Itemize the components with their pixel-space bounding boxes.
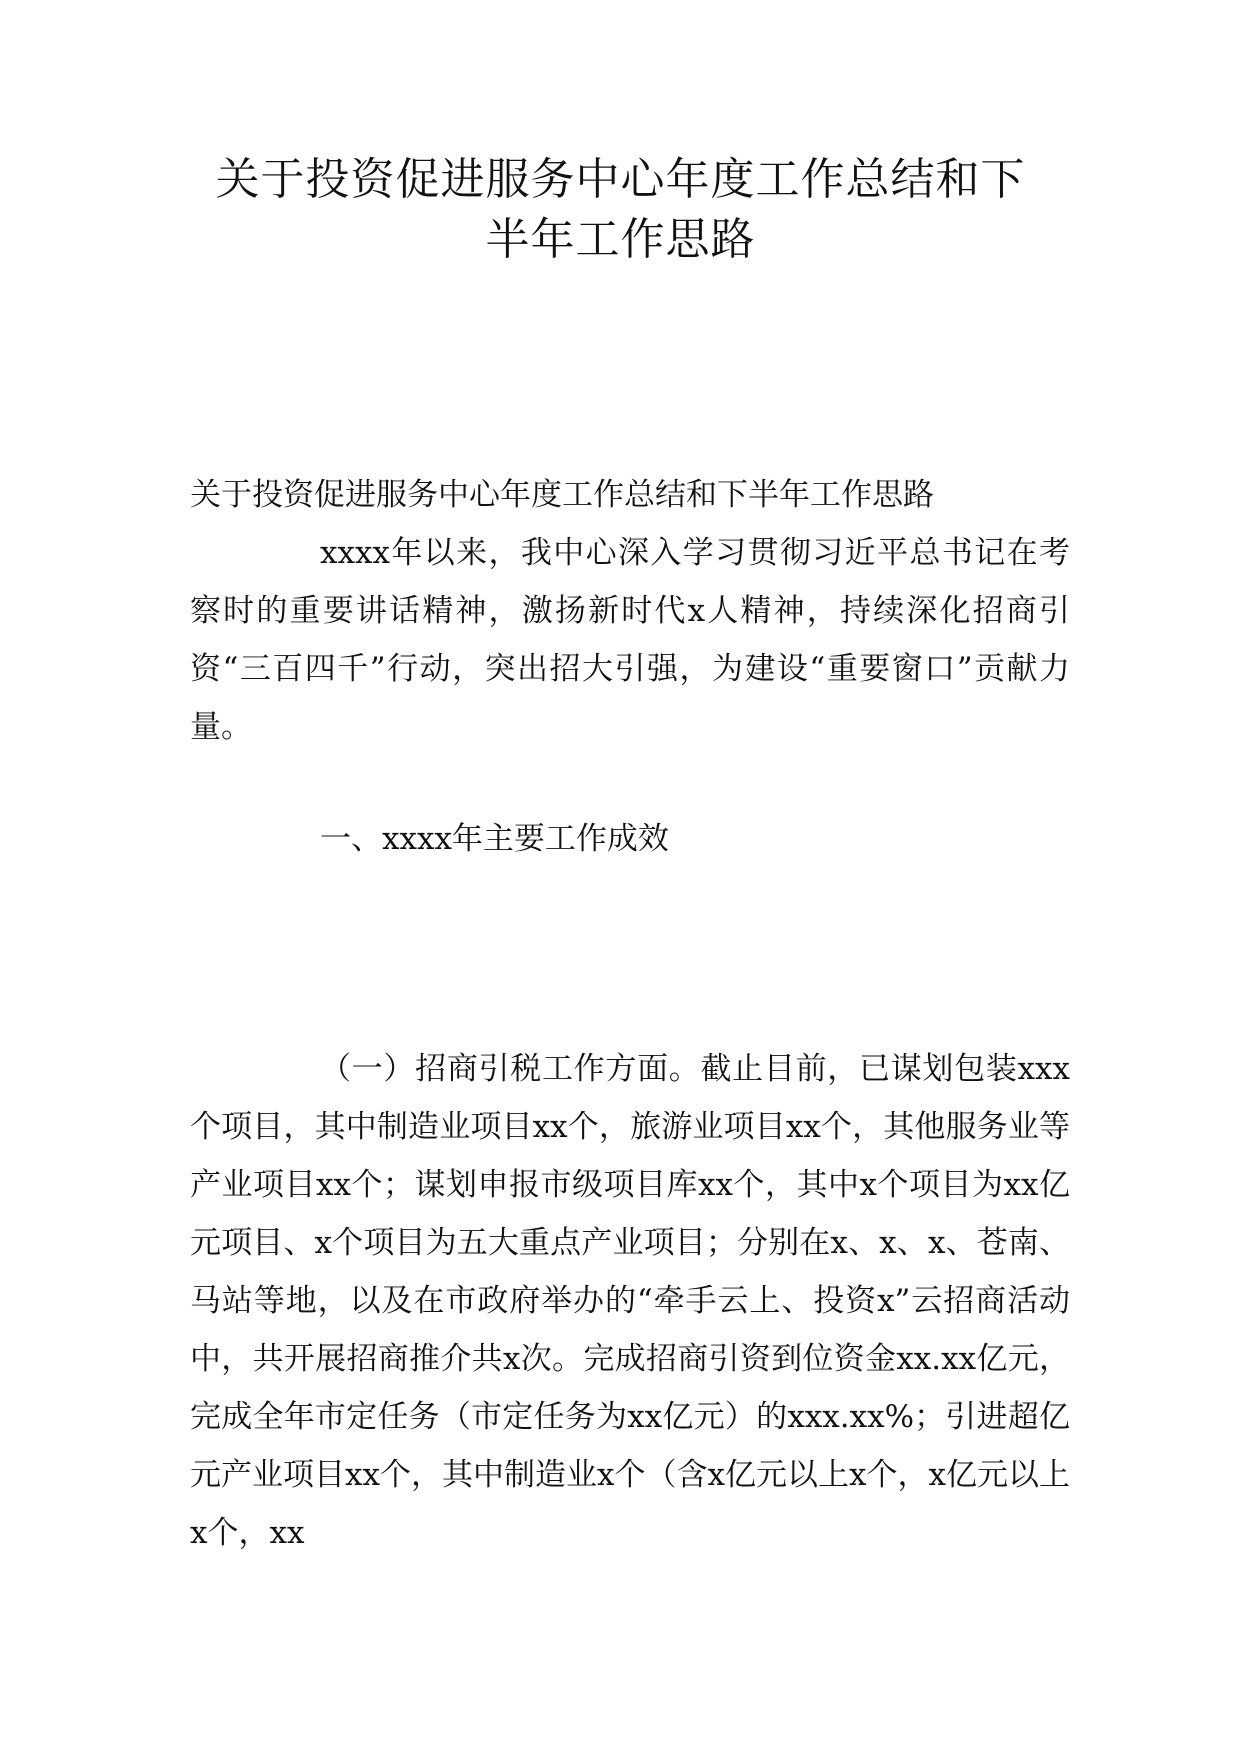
section-paragraph: （一）招商引税工作方面。截止目前，已谋划包装xxx个项目，其中制造业项目xx个，旅游业项目xx个，其他服务业等产业项目xx个；谋划申报市级项目库xx个，其中x个项目为xx亿元项目、x个项目为五大重点产业项目；分别在x、x、x、苍南、马站等地，以及在市政府举办的“牵手云上、投资x”云招商活动中，共开展招商推介共x次。完成招商引资到位资金xx.xx亿元，完成全年市定任务（市定任务为xx亿元）的xxx.xx%；引进超亿元产业项目xx个，其中制造业x个（含x亿元以上x个，x亿元以上x个，xx bbox=[190, 1051, 1070, 1551]
intro-paragraph: xxxx年以来，我中心深入学习贯彻习近平总书记在考察时的重要讲话精神，激扬新时代x人精神，持续深化招商引资“三百四千”行动，突出招大引强，为建设“重要窗口”贡献力量。 bbox=[190, 535, 1070, 745]
title-line-2: 半年工作思路 bbox=[485, 214, 756, 265]
document-subtitle: 关于投资促进服务中心年度工作总结和下半年工作思路 bbox=[190, 477, 934, 513]
title-line-1: 关于投资促进服务中心年度工作总结和下 bbox=[215, 154, 1026, 205]
section-heading: 一、xxxx年主要工作成效 bbox=[320, 821, 669, 857]
document-title bbox=[150, 150, 1091, 270]
